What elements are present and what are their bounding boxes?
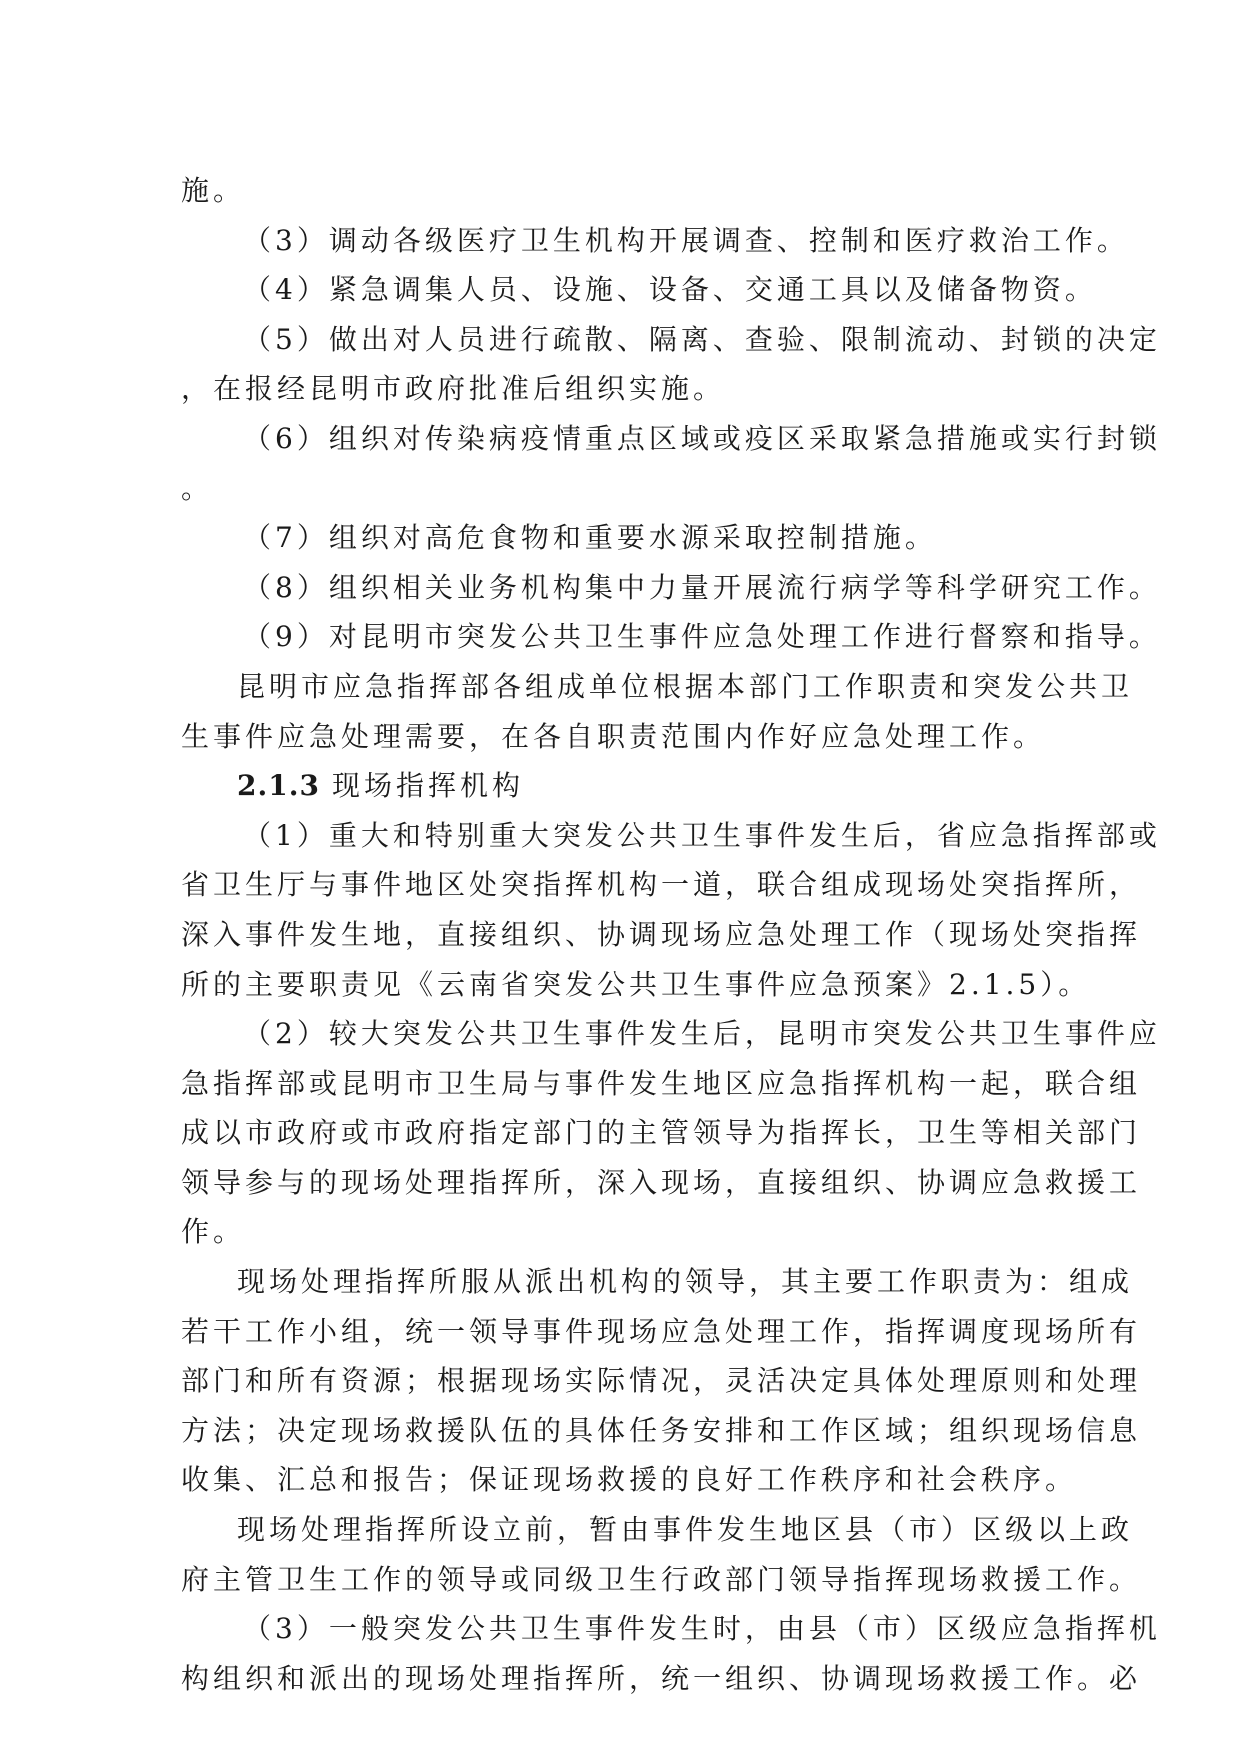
text-line: （9）对昆明市突发公共卫生事件应急处理工作进行督察和指导。 (243, 620, 1161, 654)
text-line: 。 (181, 471, 214, 505)
text-line: 所的主要职责见《云南省突发公共卫生事件应急预案》2.1.5）。 (181, 967, 1091, 1001)
text-line: （3）一般突发公共卫生事件发生时，由县（市）区级应急指挥机 (243, 1612, 1161, 1646)
text-line: 若干工作小组，统一领导事件现场应急处理工作，指挥调度现场所有 (181, 1314, 1142, 1348)
text-line: 成以市政府或市政府指定部门的主管领导为指挥长，卫生等相关部门 (181, 1116, 1142, 1150)
text-line: 府主管卫生工作的领导或同级卫生行政部门领导指挥现场救援工作。 (181, 1562, 1142, 1596)
text-line: 深入事件发生地，直接组织、协调现场应急处理工作（现场处突指挥 (181, 917, 1142, 951)
text-line: （5）做出对人员进行疏散、隔离、查验、限制流动、封锁的决定 (243, 322, 1161, 356)
text-line: 收集、汇总和报告；保证现场救援的良好工作秩序和社会秩序。 (181, 1463, 1078, 1497)
text-line: 领导参与的现场处理指挥所，深入现场，直接组织、协调应急救援工 (181, 1165, 1142, 1199)
text-line: （6）组织对传染病疫情重点区域或疫区采取紧急措施或实行封锁 (243, 421, 1161, 455)
text-line: 构组织和派出的现场处理指挥所，统一组织、协调现场救援工作。必 (181, 1661, 1142, 1695)
text-line: 生事件应急处理需要，在各自职责范围内作好应急处理工作。 (181, 719, 1046, 753)
text-line: （3）调动各级医疗卫生机构开展调查、控制和医疗救治工作。 (243, 223, 1129, 257)
text-line: （7）组织对高危食物和重要水源采取控制措施。 (243, 521, 937, 555)
section-number: 2.1.3 (237, 769, 320, 803)
text-line: （2）较大突发公共卫生事件发生后，昆明市突发公共卫生事件应 (243, 1017, 1161, 1051)
text-line: 方法；决定现场救援队伍的具体任务安排和工作区域；组织现场信息 (181, 1413, 1142, 1447)
text-line: 现场处理指挥所服从派出机构的领导，其主要工作职责为：组成 (237, 1265, 1134, 1299)
text-line: 昆明市应急指挥部各组成单位根据本部门工作职责和突发公共卫 (237, 669, 1134, 703)
text-line: 作。 (181, 1215, 246, 1249)
text-line: ，在报经昆明市政府批准后组织实施。 (181, 372, 726, 406)
text-line: 省卫生厅与事件地区处突指挥机构一道，联合组成现场处突指挥所， (181, 868, 1142, 902)
text-line: 部门和所有资源；根据现场实际情况，灵活决定具体处理原则和处理 (181, 1364, 1142, 1398)
text-line: （4）紧急调集人员、设施、设备、交通工具以及储备物资。 (243, 273, 1097, 307)
text-line: 急指挥部或昆明市卫生局与事件发生地区应急指挥机构一起，联合组 (181, 1066, 1142, 1100)
text-line: 施。 (181, 174, 246, 207)
text-line: （8）组织相关业务机构集中力量开展流行病学等科学研究工作。 (243, 570, 1161, 604)
document-body (181, 166, 1161, 1703)
text-line: （1）重大和特别重大突发公共卫生事件发生后，省应急指挥部或 (243, 818, 1161, 852)
section-heading (181, 761, 1061, 811)
text-line: 现场处理指挥所设立前，暂由事件发生地区县（市）区级以上政 (237, 1513, 1134, 1547)
section-title: 现场指挥机构 (331, 769, 524, 803)
